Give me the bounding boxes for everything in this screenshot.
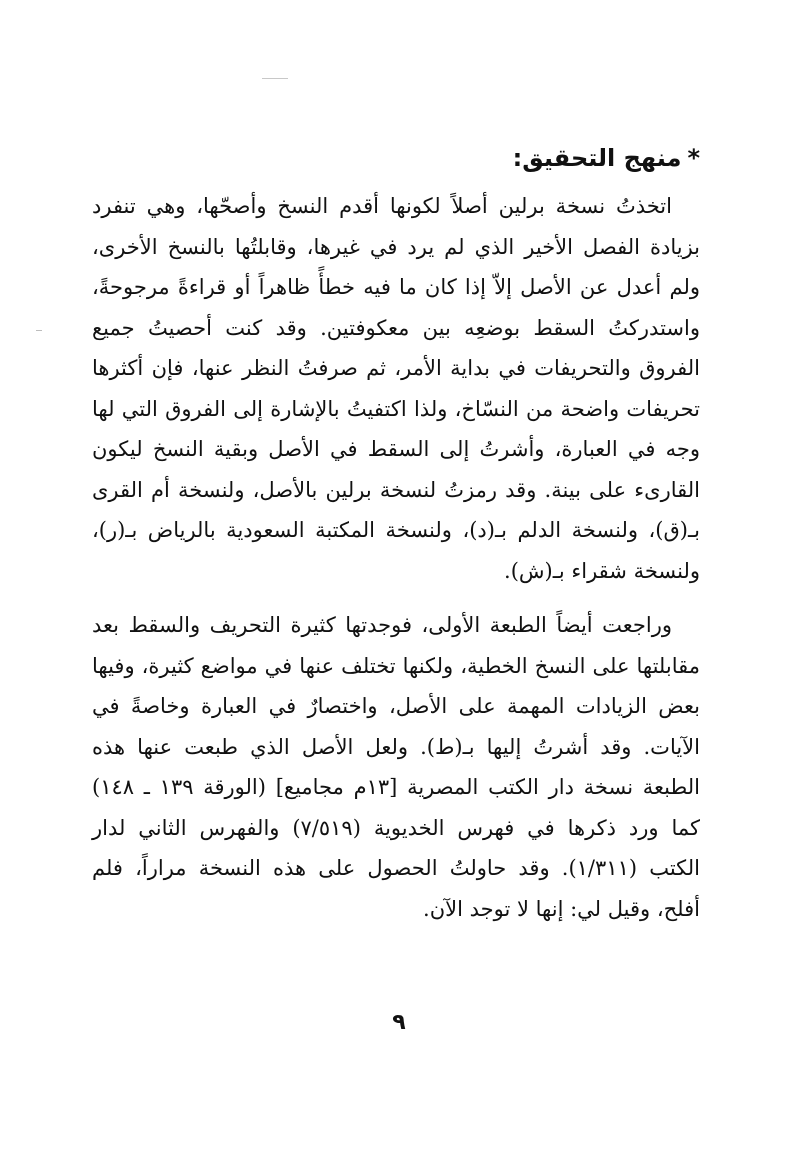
page-number: ٩ <box>392 1010 406 1035</box>
paragraph-2: وراجعت أيضاً الطبعة الأولى، فوجدتها كثيرة التحريف والسقط بعد مقابلتها على النسخ الخطية، ولكنها تختلف عنها في مواضع كثيرة، وفيها بعض الزيادات المهمة على الأصل، واختصارٌ في العبارة وخاصةً في الآيات. وقد أشرتُ إليها بـ(ط). ولعل الأصل الذي طبعت عنها هذه الطبعة نسخة دار الكتب المصرية [١٣م مجاميع] (الورقة ١٣٩ ـ ١٤٨) كما ورد ذكرها في فهرس الخديوية (٧/٥١٩) والفهرس الثاني لدار الكتب (١/٣١١). وقد حاولتُ الحصول على هذه النسخة مراراً، فلم أفلح، وقيل لي: إنها لا توجد الآن. <box>92 613 701 921</box>
asterisk-icon: * <box>687 144 700 172</box>
top-rule <box>262 78 288 79</box>
paragraph-1: اتخذتُ نسخة برلين أصلاً لكونها أقدم النسخ وأصحّها، وهي تنفرد بزيادة الفصل الأخير الذي لم يرد في غيرها، وقابلتُها بالنسخ الأخرى، ولم أعدل عن الأصل إلاّ إذا كان ما فيه خطأً ظاهراً أو قراءةً مرجوحةً، واستدركتُ السقط بوضعِه بين معكوفتين. وقد كنت أحصيتُ جميع الفروق والتحريفات في بداية الأمر، ثم صرفتُ النظر عنها، فإن أكثرها تحريفات واضحة من النسّاخ، ولذا اكتفيتُ بالإشارة إلى الفروق التي لها وجه في العبارة، وأشرتُ إلى السقط في الأصل وبقية النسخ ليكون القارىء على بينة. وقد رمزتُ لنسخة برلين بالأصل، ولنسخة أم القرى بـ(ق)، ولنسخة الدلم بـ(د)، ولنسخة المكتبة السعودية بالرياض بـ(ر)، ولنسخة شقراء بـ(ش). <box>92 194 700 583</box>
section-heading <box>92 138 700 178</box>
section-heading-text: منهج التحقيق: <box>512 144 682 172</box>
page-content <box>92 138 700 929</box>
margin-mark <box>36 330 42 331</box>
